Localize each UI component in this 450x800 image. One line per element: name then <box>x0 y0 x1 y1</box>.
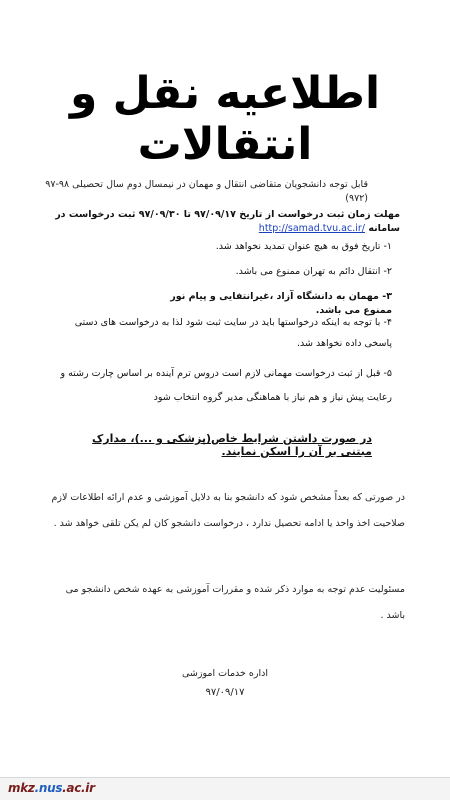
announcement-title: اطلاعیه نقل و انتقالات <box>69 68 381 170</box>
logo-part-nus: .nus <box>34 781 63 795</box>
rule-item-4: ۴- با توجه به اینکه درخواستها باید در سایت ثبت شود لذا به درخواست های دستی پاسخی داده نخواهد شد. <box>74 317 392 349</box>
logo-part-mkz: mkz <box>8 781 35 795</box>
signature-date: ۹۷/۰۹/۱۷ <box>205 687 245 698</box>
samad-link[interactable]: http://samad.tvu.ac.ir/ <box>258 223 365 234</box>
responsibility-paragraph: مسئولیت عدم توجه به موارد ذکر شده و مقررات آموزشی به عهده شخص دانشجو می باشد . <box>65 584 405 621</box>
rule-item-1: ۱- تاریخ فوق به هیچ عنوان تمدید نخواهد شد. <box>215 241 392 252</box>
signature-office: اداره خدمات اموزشی <box>181 668 268 679</box>
deadline-text: مهلت زمان ثبت درخواست از تاریخ ۹۷/۰۹/۱۷ تا ۹۷/۰۹/۳۰ ثبت درخواست در سامانه <box>55 209 400 234</box>
intro-text: قابل توجه دانشجویان متقاضی انتقال و مهمان در نیمسال دوم سال تحصیلی ۹۸-۹۷ (۹۷۲) <box>45 179 368 204</box>
rule-item-3: ۳- مهمان به دانشگاه آزاد ،غیرانتفایی و پیام نور ممنوع می باشد. <box>170 291 392 316</box>
site-logo[interactable] <box>8 781 95 795</box>
footer-bar <box>0 777 450 800</box>
rule-item-5: ۵- قبل از ثبت درخواست مهمانی لازم است دروس ترم آینده بر اساس چارت رشته و رعایت پیش نیاز و هم نیاز با هماهنگی مدیر گروه انتخاب شود <box>60 368 392 403</box>
eligibility-paragraph: در صورتی که بعداً مشخص شود که دانشجو بنا به دلایل آموزشی و عدم ارائه اطلاعات لازم صلاحیت اخذ واحد یا ادامه تحصیل ندارد ، درخواست دانشجو کان لم یکن تلقی خواهد شد . <box>51 492 405 529</box>
logo-part-domain: .ac.ir <box>62 781 95 795</box>
special-conditions-notice: در صورت داشتن شرایط خاص(پزشکی و ...)، مدارک مبتنی بر آن را اسکن نمایند. <box>92 432 372 458</box>
rule-item-2: ۲- انتقال دائم به تهران ممنوع می باشد. <box>235 266 392 277</box>
deadline-line <box>50 208 400 236</box>
